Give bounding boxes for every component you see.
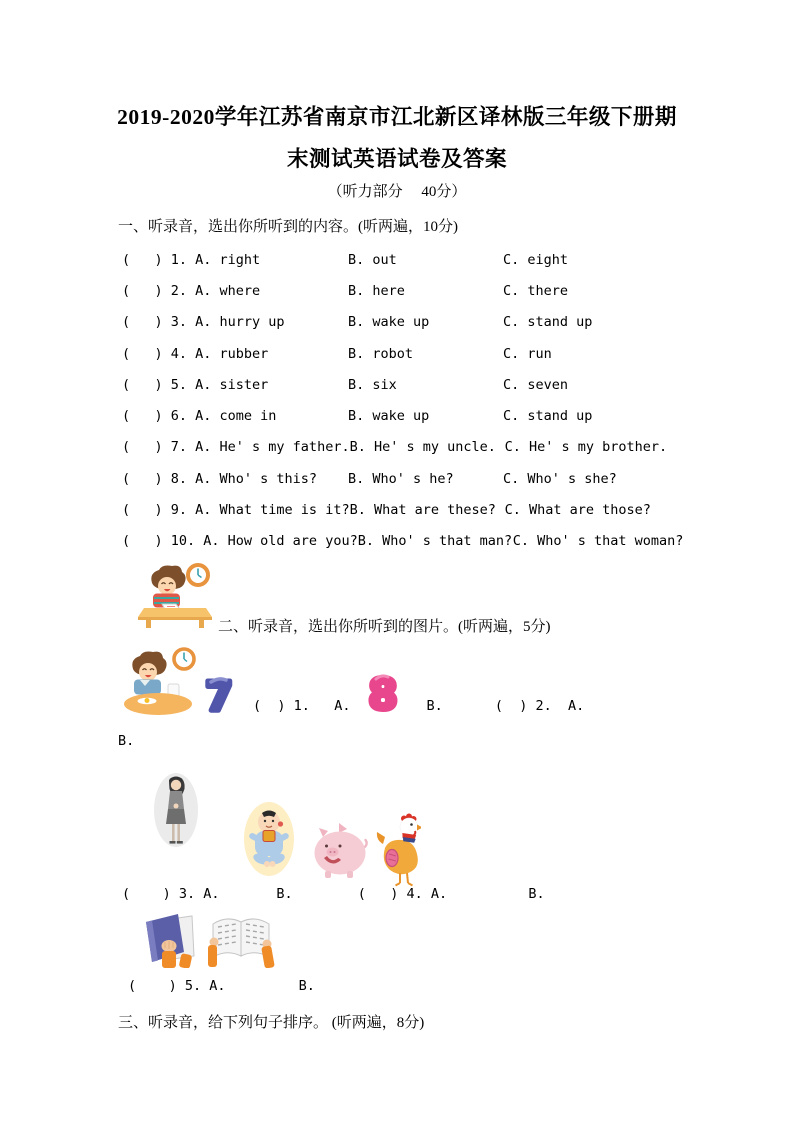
- balloon-number-7-illustration: [203, 672, 235, 716]
- section1-heading: 一、听录音，选出你所听到的内容。(听两遍，10分): [118, 219, 458, 235]
- option-b: B. wake up: [348, 408, 430, 425]
- s2-q2-option-b: B.: [118, 732, 135, 749]
- question-row: [122, 338, 794, 369]
- option-b: B. out: [348, 251, 397, 268]
- page-title-line2: 末测试英语试卷及答案: [286, 147, 507, 171]
- section2-picture-row-2: [0, 772, 794, 888]
- option-a: ( ) 4. A. rubber: [122, 345, 269, 362]
- option-a: ( ) 5. A. sister: [122, 376, 269, 393]
- option-a: ( ) 6. A. come in: [122, 408, 277, 425]
- question-row: [122, 369, 794, 400]
- section3-heading: 三、听录音，给下列句子排序。 (听两遍，8分): [118, 1014, 425, 1031]
- hands-holding-open-book-illustration: [206, 912, 276, 968]
- s2-q3-q4-labels: ( ) 3. A. B. ( ) 4. A. B.: [122, 885, 545, 902]
- question-row: [122, 494, 794, 525]
- option-c: C. stand up: [503, 408, 593, 425]
- question-row: [122, 463, 794, 494]
- option-c: C. eight: [503, 251, 569, 268]
- question-row: [122, 244, 794, 275]
- question-row: [122, 432, 794, 463]
- number-seven: 7: [205, 673, 233, 716]
- option-a: ( ) 3. A. hurry up: [122, 314, 285, 331]
- boy-writing-at-desk-illustration: [138, 562, 212, 628]
- option-c: C. What are those?: [504, 502, 651, 519]
- option-b: B. here: [348, 282, 405, 299]
- woman-standing-illustration: [153, 772, 199, 848]
- option-b: B. Who' s he?: [348, 470, 454, 487]
- option-c: C. Who' s that woman?: [512, 533, 684, 550]
- s2-q1-label: ( ) 1. A.: [253, 697, 351, 714]
- s2-q2-label: ( ) 2. A.: [494, 697, 585, 714]
- option-c: C. seven: [503, 376, 569, 393]
- option-c: C. there: [503, 282, 569, 299]
- option-b: B. six: [348, 376, 397, 393]
- option-b: B. He' s my uncle.: [349, 439, 496, 456]
- section2-intro-row: [0, 562, 794, 635]
- option-c: C. stand up: [503, 314, 593, 331]
- orange-hen-illustration: [375, 812, 421, 888]
- option-a: ( ) 1. A. right: [122, 251, 261, 268]
- s2-q1-option-b: B.: [426, 697, 443, 714]
- page-title-line1: 2019-2020学年江苏省南京市江北新区译林版三年级下册期: [117, 105, 677, 129]
- question-row: [122, 275, 794, 306]
- option-c: C. Who' s she?: [503, 470, 617, 487]
- option-b: B. robot: [348, 345, 414, 362]
- balloon-number-8-illustration: [367, 668, 399, 716]
- option-a: ( ) 7. A. He' s my father.: [122, 439, 350, 456]
- section2-picture-row-1: [0, 644, 794, 716]
- listening-part-subtitle: （听力部分 40分）: [327, 184, 467, 200]
- baby-sitting-illustration: [243, 800, 295, 878]
- section1-questions: [122, 244, 794, 557]
- option-a: ( ) 10. A. How old are you?: [122, 533, 358, 550]
- section2-picture-row-3: [0, 912, 794, 968]
- option-c: C. He' s my brother.: [504, 439, 668, 456]
- option-a: ( ) 8. A. Who' s this?: [122, 470, 318, 487]
- option-c: C. run: [503, 345, 552, 362]
- option-b: B. What are these?: [349, 502, 496, 519]
- pink-pig-illustration: [313, 818, 369, 882]
- option-a: ( ) 9. A. What time is it?: [122, 502, 350, 519]
- page-title: [0, 0, 794, 180]
- question-row: [122, 526, 794, 557]
- option-b: B. Who' s that man?: [357, 533, 513, 550]
- question-row: [122, 307, 794, 338]
- option-a: ( ) 2. A. where: [122, 282, 261, 299]
- option-b: B. wake up: [348, 314, 430, 331]
- hand-holding-closed-book-illustration: [138, 912, 202, 968]
- s2-q5-label: ( ) 5. A. B.: [128, 977, 315, 994]
- question-row: [122, 400, 794, 431]
- boy-eating-breakfast-illustration: [122, 644, 196, 716]
- section2-heading: 二、听录音，选出你所听到的图片。(听两遍，5分): [218, 618, 551, 635]
- number-eight: 8: [367, 669, 398, 716]
